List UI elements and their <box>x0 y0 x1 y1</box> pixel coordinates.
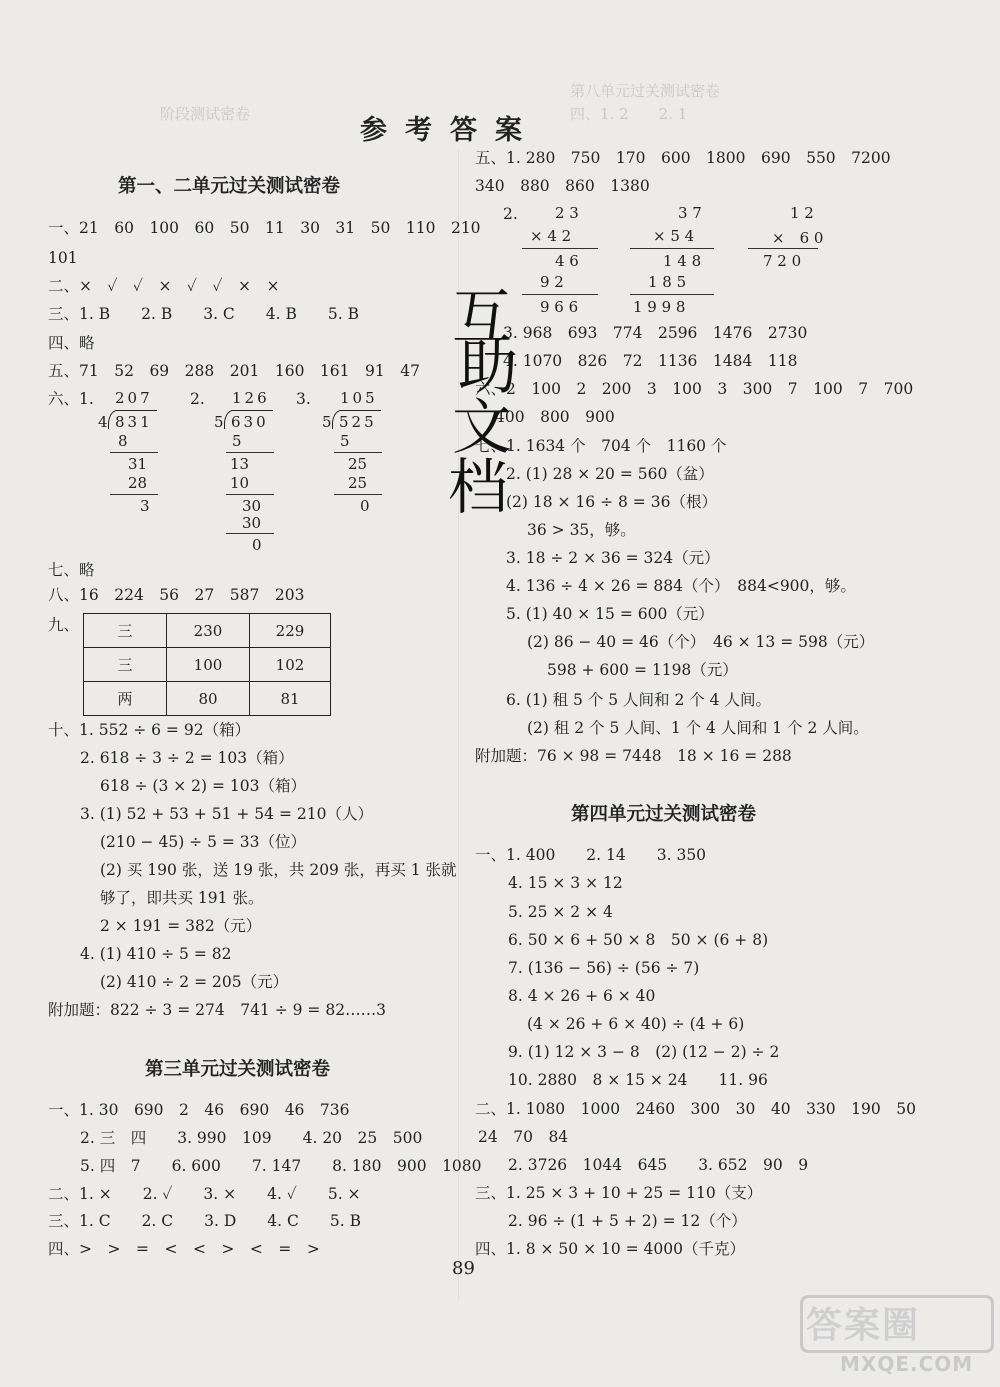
answer-line: 2. 96 ÷ (1 + 5 + 2) = 12（个） <box>508 1212 747 1230</box>
answer-line: 四、略 <box>48 334 95 352</box>
answer-line: 4. 136 ÷ 4 × 26 = 884（个） 884<900，够。 <box>506 577 856 595</box>
table-cell: 三 <box>84 648 167 682</box>
answer-line: 4. (1) 410 ÷ 5 = 82 <box>80 945 232 963</box>
answer-line: (2) 租 2 个 5 人间、1 个 4 人间和 1 个 2 人间。 <box>527 719 869 737</box>
answer-line: 二、1. 1080 1000 2460 300 30 40 330 190 50 <box>475 1100 916 1118</box>
table-cell: 102 <box>250 648 331 682</box>
answer-line: 24 70 84 <box>478 1128 569 1146</box>
answer-line: 四、1. 8 × 50 × 10 = 4000（千克） <box>475 1240 745 1258</box>
answer-label: 3. <box>296 390 311 408</box>
answer-line: 6. 50 × 6 + 50 × 8 50 × (6 + 8) <box>508 931 769 949</box>
answer-line: 4. 15 × 3 × 12 <box>508 874 623 892</box>
answer-line: 七、1. 1634 个 704 个 1160 个 <box>475 437 727 455</box>
answer-line: 十、1. 552 ÷ 6 = 92（箱） <box>48 721 251 739</box>
answer-line: 一、21 60 100 60 50 11 30 31 50 110 210 <box>48 219 481 237</box>
answer-line: 3. (1) 52 + 53 + 51 + 54 = 210（人） <box>80 805 373 823</box>
answer-page: 阶段测试密卷 第八单元过关测试密卷 四、1. 2 2. 1 参考答案 第一、二单元过关测试密卷 一、21 60 100 60 50 11 30 31 50 110 210 101 二、× ✓ ✓ × ✓ ✓ × × 三、1. B 2. B 3. C 4. B 5. B 四、略 五、71 52 69 288 201 160 161 91 47 六、1. 2. 3. 207 4 831 8 31 28 3 126 5 630 5 13 10 30 30 0 105 5 525 5 25 25 0 七、略 八、16 224 56 27 587 203 九、 三 230 229 三 100 102 两 80 81 十、1. 552 ÷ 6 = 92（箱） 2. 618 ÷ 3 ÷ 2 = 103（箱） 618 ÷ (3 × 2) = 103（箱） 3. (1) 52 + 53 + 51 + 54 = 210（人） (210 − 45) ÷ 5 = 33（位） (2) 买 190 张，送 19 张，共 209 张，再买 1 张就 够了，即共买 191 张。 2 × 191 = 382（元） 4. (1) 410 ÷ 5 = 82 (2) 410 ÷ 2 = 205（元） 附加题：822 ÷ 3 = 274 741 ÷ 9 = 82……3 第三单元过关测试密卷 一、1. 30 690 2 46 690 46 736 2. 三 四 3. 990 109 4. 20 25 500 5. 四 7 6. 600 7. 147 8. 180 900 1080 二、1. × 2. ✓ 3. × 4. ✓ 5. × 三、1. C 2. C 3. D 4. C 5. B 四、> > = < < > < = > 五、1. 280 750 170 600 1800 690 550 7200 340 880 860 1380 2. 2 3 × 4 2 4 6 9 2 9 6 6 3 7 × 5 4 1 4 8 1 8 5 1 9 9 8 1 2 × 6 0 7 2 0 3. 968 693 774 2596 1476 2730 4. 1070 826 72 1136 1484 118 六、2 100 2 200 3 100 3 300 7 100 7 700 400 800 900 七、1. 1634 个 704 个 1160 个 2. (1) 28 × 20 = 560（盆） (2) 18 × 16 ÷ 8 = 36（根） 36 > 35，够。 3. 18 ÷ 2 × 36 = 324（元） 4. 136 ÷ 4 × 26 = 884（个） 884<900，够。 5. (1) 40 × 15 = 600（元） (2) 86 − 40 = 46（个） 46 × 13 = 598（元） 598 + 600 = 1198（元） 6. (1) 租 5 个 5 人间和 2 个 4 人间。 (2) 租 2 个 5 人间、1 个 4 人间和 1 个 2 人间。 附加题：76 × 98 = 7448 18 × 16 = 288 第四单元过关测试密卷 一、1. 400 2. 14 3. 350 4. 15 × 3 × 12 5. 25 × 2 × 4 6. 50 × 6 + 50 × 8 50 × (6 + 8) 7. (136 − 56) ÷ (56 ÷ 7) 8. 4 × 26 + 6 × 40 (4 × 26 + 6 × 40) ÷ (4 + 6) 9. (1) 12 × 3 − 8 (2) (12 − 2) ÷ 2 10. 2880 8 × 15 × 24 11. 96 二、1. 1080 1000 2460 300 30 40 330 190 50 24 70 84 2. 3726 1044 645 3. 652 90 9 三、1. 25 × 3 + 10 + 25 = 110（支） 2. 96 ÷ (1 + 5 + 2) = 12（个） 四、1. 8 × 50 × 10 = 4000（千克） 互 助 文 档 89 答案圈 MXQE.COM <box>0 0 1000 1387</box>
answer-line: (2) 买 190 张，送 19 张，共 209 张，再买 1 张就 <box>100 861 457 879</box>
answer-line: 二、× ✓ ✓ × ✓ ✓ × × <box>48 277 280 295</box>
answer-line: 2. (1) 28 × 20 = 560（盆） <box>506 465 714 483</box>
answer-line: (2) 86 − 40 = 46（个） 46 × 13 = 598（元） <box>527 633 875 651</box>
answer-line: (2) 18 × 16 ÷ 8 = 36（根） <box>506 493 717 511</box>
answer-line: 3. 968 693 774 2596 1476 2730 <box>503 324 808 342</box>
answer-line: 5. (1) 40 × 15 = 600（元） <box>506 605 714 623</box>
handwriting-char: 互 <box>452 283 512 353</box>
answer-line: 六、2 100 2 200 3 100 3 300 7 100 7 700 <box>475 380 914 398</box>
table-cell: 229 <box>250 614 331 648</box>
table-cell: 三 <box>84 614 167 648</box>
answer-table-9 <box>83 613 331 716</box>
answer-line: 四、> > = < < > < = > <box>48 1240 320 1258</box>
handwriting-char: 文 <box>452 393 512 463</box>
answer-line: 2. 3726 1044 645 3. 652 90 9 <box>508 1156 809 1174</box>
table-cell: 两 <box>84 682 167 716</box>
watermark-text: 答案圈 <box>806 1305 921 1346</box>
answer-line: 5. 25 × 2 × 4 <box>508 903 613 921</box>
answer-line: 一、1. 400 2. 14 3. 350 <box>475 846 707 864</box>
answer-line: 618 ÷ (3 × 2) = 103（箱） <box>100 777 307 795</box>
table-row <box>84 614 331 648</box>
answer-line: 2. 三 四 3. 990 109 4. 20 25 500 <box>80 1129 423 1147</box>
answer-line: 八、16 224 56 27 587 203 <box>48 586 305 604</box>
section-title-unit-4: 第四单元过关测试密卷 <box>571 804 757 825</box>
answer-line: 5. 四 7 6. 600 7. 147 8. 180 900 1080 <box>80 1157 482 1175</box>
answer-line: 三、1. B 2. B 3. C 4. B 5. B <box>48 305 359 323</box>
answer-line: 三、1. 25 × 3 + 10 + 25 = 110（支） <box>475 1184 763 1202</box>
table-row <box>84 682 331 716</box>
answer-line: 9. (1) 12 × 3 − 8 (2) (12 − 2) ÷ 2 <box>508 1043 780 1061</box>
answer-line: (210 − 45) ÷ 5 = 33（位） <box>100 833 307 851</box>
answer-line: 10. 2880 8 × 15 × 24 11. 96 <box>508 1071 768 1089</box>
answer-line: 101 <box>48 249 78 267</box>
page-number: 89 <box>452 1258 475 1279</box>
table-cell: 230 <box>167 614 250 648</box>
answer-line: 六、1. <box>48 390 94 408</box>
table-cell: 100 <box>167 648 250 682</box>
answer-line: 三、1. C 2. C 3. D 4. C 5. B <box>48 1212 361 1230</box>
answer-line: 598 + 600 = 1198（元） <box>547 661 738 679</box>
answer-line: 五、1. 280 750 170 600 1800 690 550 7200 <box>475 149 891 167</box>
bleed-through-text: 四、1. 2 2. 1 <box>570 105 688 123</box>
section-title-unit-1-2: 第一、二单元过关测试密卷 <box>118 176 341 197</box>
answer-line: 2 × 191 = 382（元） <box>100 917 262 935</box>
answer-line: (2) 410 ÷ 2 = 205（元） <box>100 973 289 991</box>
answer-line: 五、71 52 69 288 201 160 161 91 47 <box>48 362 420 380</box>
answer-line: 二、1. × 2. ✓ 3. × 4. ✓ 5. × <box>48 1185 361 1203</box>
table-row <box>84 648 331 682</box>
bleed-through-text: 阶段测试密卷 <box>160 105 251 123</box>
answer-line: 6. (1) 租 5 个 5 人间和 2 个 4 人间。 <box>506 691 771 709</box>
answer-line: 340 880 860 1380 <box>475 177 650 195</box>
answer-line: (4 × 26 + 6 × 40) ÷ (4 + 6) <box>527 1015 745 1033</box>
answer-line: 一、1. 30 690 2 46 690 46 736 <box>48 1101 350 1119</box>
watermark-url: MXQE.COM <box>840 1352 974 1376</box>
answer-label: 2. <box>190 390 205 408</box>
answer-line: 七、略 <box>48 561 95 579</box>
answer-line: 附加题：822 ÷ 3 = 274 741 ÷ 9 = 82……3 <box>48 1001 386 1019</box>
answer-line: 4. 1070 826 72 1136 1484 118 <box>503 352 798 370</box>
answer-line: 九、 <box>48 616 80 634</box>
bleed-through-text: 第八单元过关测试密卷 <box>570 82 721 100</box>
handwriting-char: 档 <box>448 453 508 523</box>
answer-line: 7. (136 − 56) ÷ (56 ÷ 7) <box>508 959 700 977</box>
answer-label: 2. <box>503 205 518 223</box>
answer-line: 够了，即共买 191 张。 <box>100 889 264 907</box>
answer-line: 附加题：76 × 98 = 7448 18 × 16 = 288 <box>475 747 792 765</box>
answer-line: 36 > 35，够。 <box>527 521 636 539</box>
page-title: 参考答案 <box>360 115 540 146</box>
handwriting-char: 助 <box>458 333 518 403</box>
table-cell: 80 <box>167 682 250 716</box>
answer-line: 3. 18 ÷ 2 × 36 = 324（元） <box>506 549 720 567</box>
answer-line: 400 800 900 <box>495 408 615 426</box>
answer-line: 8. 4 × 26 + 6 × 40 <box>508 987 656 1005</box>
answer-line: 2. 618 ÷ 3 ÷ 2 = 103（箱） <box>80 749 294 767</box>
section-title-unit-3: 第三单元过关测试密卷 <box>145 1059 331 1080</box>
table-cell: 81 <box>250 682 331 716</box>
